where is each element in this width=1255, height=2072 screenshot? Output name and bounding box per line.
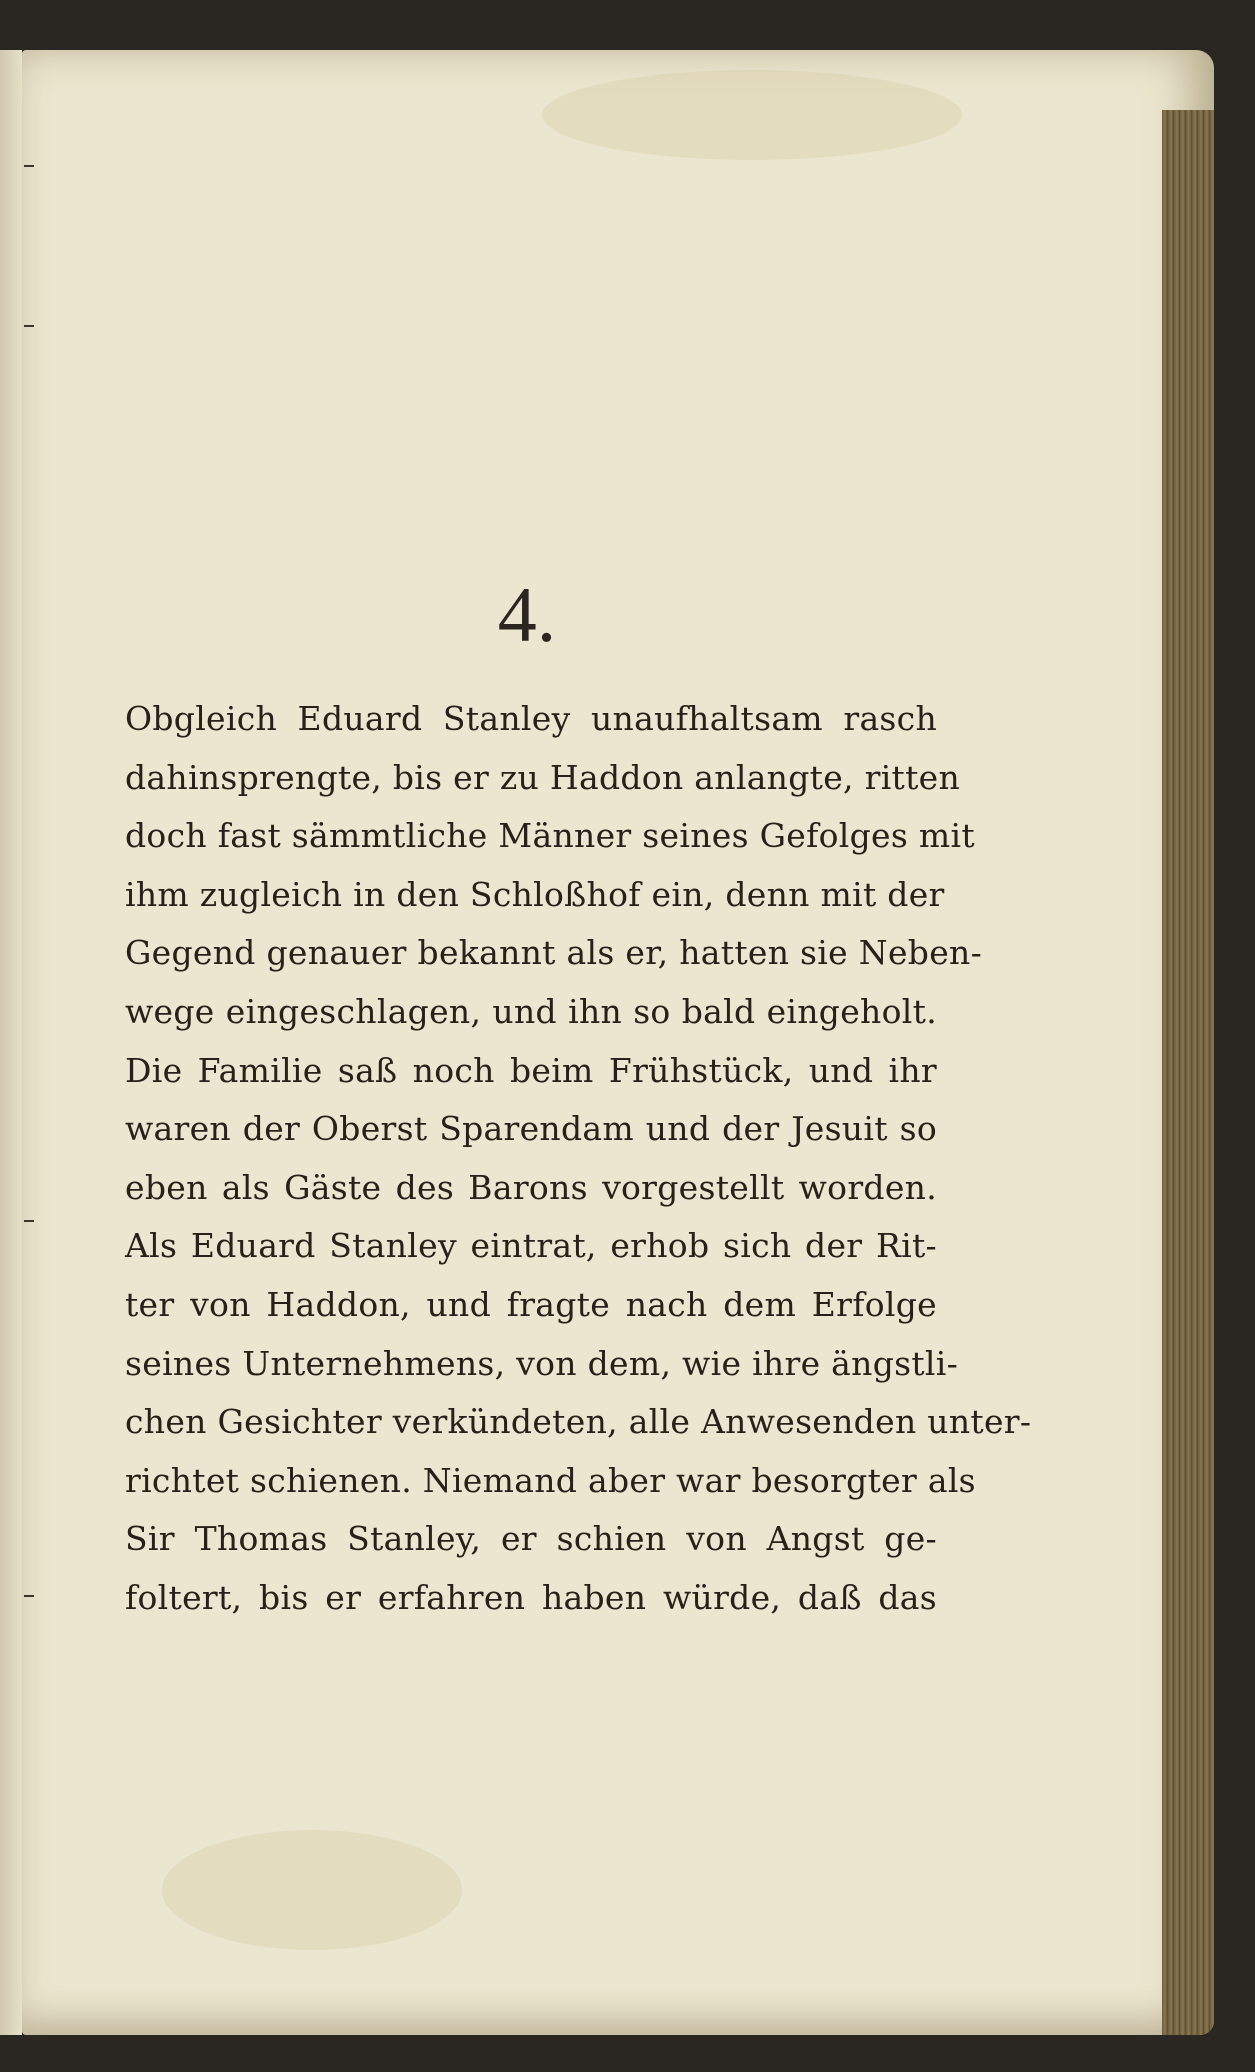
body-text	[125, 690, 1032, 1628]
text-line: Die Familie saß noch beim Frühstück, und ihr	[125, 1050, 937, 1090]
text-line: eben als Gäste des Barons vorgestellt worden.	[125, 1167, 937, 1207]
text-line: Als Eduard Stanley eintrat, erhob sich der Rit-	[125, 1226, 937, 1266]
text-line: ihm zugleich in den Schloßhof ein, denn mit der	[125, 874, 945, 914]
paper-stain	[162, 1830, 462, 1950]
text-line: seines Unternehmens, von dem, wie ihre ängstli-	[125, 1343, 959, 1383]
text-line: foltert, bis er erfahren haben würde, daß das	[125, 1577, 937, 1617]
text-line: wege eingeschlagen, und ihn so bald eingeholt.	[125, 991, 937, 1031]
book-page	[22, 50, 1214, 2035]
paper-stain	[542, 70, 962, 160]
text-line: dahinsprengte, bis er zu Haddon anlangte, ritten	[125, 757, 961, 797]
text-line: doch fast sämmtliche Männer seines Gefolges mit	[125, 816, 975, 856]
text-line: waren der Oberst Sparendam und der Jesuit so	[125, 1109, 937, 1149]
facing-page-edge	[0, 50, 22, 2035]
margin-mark	[24, 165, 34, 167]
margin-mark	[24, 1595, 34, 1597]
text-line: Gegend genauer bekannt als er, hatten sie Neben-	[125, 933, 983, 973]
text-line: ter von Haddon, und fragte nach dem Erfolge	[125, 1284, 937, 1324]
text-line: chen Gesichter verkündeten, alle Anwesenden unter-	[125, 1402, 1032, 1442]
text-line: Obgleich Eduard Stanley unaufhaltsam rasch	[125, 699, 937, 738]
page-stack-edges	[1162, 110, 1214, 2035]
text-line: Sir Thomas Stanley, er schien von Angst ge-	[125, 1519, 937, 1559]
margin-mark	[24, 325, 34, 327]
chapter-number: 4.	[497, 571, 557, 658]
margin-mark	[24, 1220, 34, 1222]
text-line: richtet schienen. Niemand aber war besorgter als	[125, 1460, 976, 1500]
